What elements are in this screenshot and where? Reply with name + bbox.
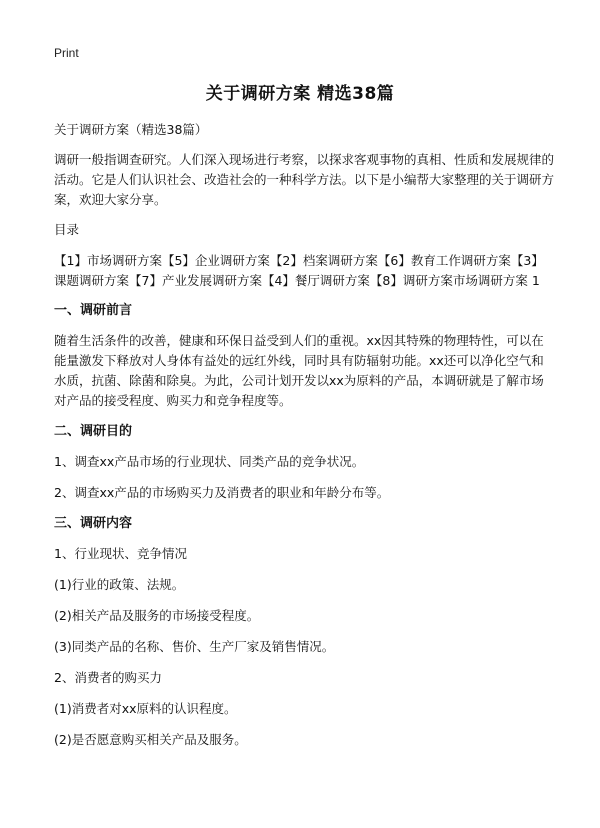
toc-heading: 目录 — [54, 222, 80, 237]
purpose-item: 1、调查xx产品市场的行业现状、同类产品的竞争状况。 — [54, 454, 365, 469]
content-item: (2)相关产品及服务的市场接受程度。 — [54, 608, 260, 623]
content-item: (1)消费者对xx原料的认识程度。 — [54, 701, 237, 716]
content-item: (3)同类产品的名称、售价、生产厂家及销售情况。 — [54, 639, 335, 654]
section-heading-preface: 一、调研前言 — [54, 303, 133, 318]
purpose-item: 2、调查xx产品的市场购买力及消费者的职业和年龄分布等。 — [54, 485, 390, 500]
content-item: 2、消费者的购买力 — [54, 670, 162, 685]
document-title: 关于调研方案 精选38篇 — [205, 84, 395, 104]
intro-paragraph: 调研一般指调查研究。人们深入现场进行考察，以探求客观事物的真相、性质和发展规律的活动。它是人们认识社会、改造社会的一种科学方法。以下是小编帮大家整理的关于调研方案，欢迎大家分享。 — [54, 152, 555, 207]
preface-paragraph: 随着生活条件的改善，健康和环保日益受到人们的重视。xx因其特殊的物理特性，可以在能量激发下释放对人身体有益处的远红外线，同时具有防辐射功能。xx还可以净化空气和水质，抗菌、除菌和除臭。为此，公司计划开发以xx为原料的产品，本调研就是了解市场对产品的接受程度、购买力和竞争程度等。 — [54, 333, 544, 408]
document-body — [54, 120, 554, 761]
content-item: 1、行业现状、竞争情况 — [54, 546, 187, 561]
content-item: (2)是否愿意购买相关产品及服务。 — [54, 732, 247, 747]
section-heading-purpose: 二、调研目的 — [54, 424, 133, 439]
content-item: (1)行业的政策、法规。 — [54, 577, 185, 592]
section-heading-content: 三、调研内容 — [54, 516, 133, 531]
table-of-contents: 【1】市场调研方案【5】企业调研方案【2】档案调研方案【6】教育工作调研方案【3】课题调研方案【7】产业发展调研方案【4】餐厅调研方案【8】调研方案市场调研方案 1 — [54, 253, 544, 288]
document-subtitle: 关于调研方案（精选38篇） — [54, 122, 208, 137]
print-label: Print — [54, 46, 79, 60]
